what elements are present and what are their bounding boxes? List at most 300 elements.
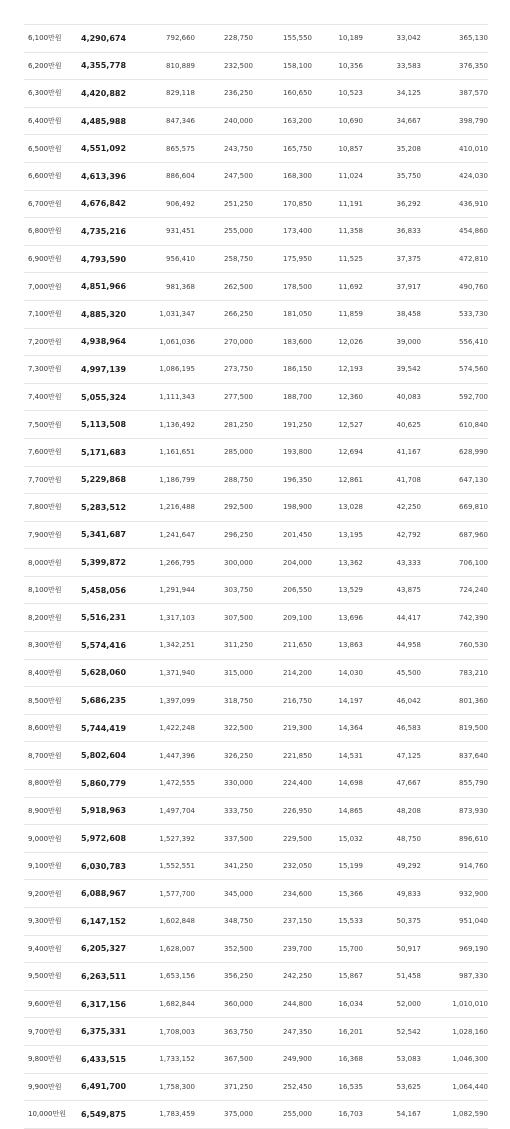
monthly-net-pay-cell: 4,355,778	[81, 52, 131, 80]
monthly-net-pay-cell: 5,972,608	[81, 825, 131, 853]
table-row	[24, 742, 488, 770]
income-tax-cell: 906,492	[131, 190, 195, 218]
annual-salary-cell: 7,100만원	[24, 300, 81, 328]
annual-salary-cell: 8,200만원	[24, 604, 81, 632]
table-row	[24, 162, 488, 190]
monthly-net-pay-cell: 5,628,060	[81, 659, 131, 687]
employment-insurance-cell: 39,000	[363, 328, 421, 356]
table-row	[24, 107, 488, 135]
annual-salary-cell: 7,800만원	[24, 494, 81, 522]
national-pension-cell: 311,250	[195, 632, 253, 660]
long-term-care-cell: 11,358	[312, 218, 363, 246]
annual-salary-cell: 8,100만원	[24, 576, 81, 604]
employment-insurance-cell: 47,125	[363, 742, 421, 770]
local-income-tax-cell: 896,610	[421, 825, 488, 853]
employment-insurance-cell: 53,083	[363, 1045, 421, 1073]
table-row	[24, 963, 488, 991]
monthly-net-pay-cell: 5,574,416	[81, 632, 131, 660]
table-row	[24, 135, 488, 163]
long-term-care-cell: 14,364	[312, 714, 363, 742]
annual-salary-cell: 8,400만원	[24, 659, 81, 687]
national-pension-cell: 303,750	[195, 576, 253, 604]
long-term-care-cell: 15,199	[312, 852, 363, 880]
national-pension-cell: 292,500	[195, 494, 253, 522]
income-tax-cell: 1,758,300	[131, 1073, 195, 1101]
local-income-tax-cell: 855,790	[421, 770, 488, 798]
annual-salary-cell: 9,300만원	[24, 908, 81, 936]
monthly-net-pay-cell: 6,317,156	[81, 990, 131, 1018]
monthly-net-pay-cell: 5,283,512	[81, 494, 131, 522]
employment-insurance-cell: 40,083	[363, 383, 421, 411]
local-income-tax-cell: 873,930	[421, 797, 488, 825]
annual-salary-cell: 7,300만원	[24, 356, 81, 384]
employment-insurance-cell: 36,292	[363, 190, 421, 218]
table-row	[24, 770, 488, 798]
monthly-net-pay-cell: 5,055,324	[81, 383, 131, 411]
long-term-care-cell: 14,865	[312, 797, 363, 825]
national-pension-cell: 318,750	[195, 687, 253, 715]
local-income-tax-cell: 951,040	[421, 908, 488, 936]
long-term-care-cell: 12,193	[312, 356, 363, 384]
local-income-tax-cell: 398,790	[421, 107, 488, 135]
long-term-care-cell: 13,696	[312, 604, 363, 632]
income-tax-cell: 1,136,492	[131, 411, 195, 439]
local-income-tax-cell: 1,046,300	[421, 1045, 488, 1073]
monthly-net-pay-cell: 5,516,231	[81, 604, 131, 632]
national-pension-cell: 341,250	[195, 852, 253, 880]
employment-insurance-cell: 45,500	[363, 659, 421, 687]
table-row	[24, 1018, 488, 1046]
employment-insurance-cell: 49,833	[363, 880, 421, 908]
income-tax-cell: 847,346	[131, 107, 195, 135]
employment-insurance-cell: 40,625	[363, 411, 421, 439]
monthly-net-pay-cell: 4,938,964	[81, 328, 131, 356]
local-income-tax-cell: 783,210	[421, 659, 488, 687]
health-insurance-cell: 255,000	[253, 1101, 312, 1129]
national-pension-cell: 281,250	[195, 411, 253, 439]
table-row	[24, 438, 488, 466]
national-pension-cell: 371,250	[195, 1073, 253, 1101]
annual-salary-cell: 9,500만원	[24, 963, 81, 991]
national-pension-cell: 255,000	[195, 218, 253, 246]
national-pension-cell: 277,500	[195, 383, 253, 411]
employment-insurance-cell: 47,667	[363, 770, 421, 798]
health-insurance-cell: 188,700	[253, 383, 312, 411]
employment-insurance-cell: 35,750	[363, 162, 421, 190]
health-insurance-cell: 163,200	[253, 107, 312, 135]
national-pension-cell: 307,500	[195, 604, 253, 632]
income-tax-cell: 1,602,848	[131, 908, 195, 936]
monthly-net-pay-cell: 4,290,674	[81, 25, 131, 53]
long-term-care-cell: 12,360	[312, 383, 363, 411]
income-tax-cell: 1,577,700	[131, 880, 195, 908]
monthly-net-pay-cell: 5,113,508	[81, 411, 131, 439]
health-insurance-cell: 249,900	[253, 1045, 312, 1073]
national-pension-cell: 251,250	[195, 190, 253, 218]
local-income-tax-cell: 724,240	[421, 576, 488, 604]
income-tax-cell: 829,118	[131, 80, 195, 108]
long-term-care-cell: 10,189	[312, 25, 363, 53]
national-pension-cell: 285,000	[195, 438, 253, 466]
income-tax-cell: 1,086,195	[131, 356, 195, 384]
annual-salary-cell: 7,400만원	[24, 383, 81, 411]
national-pension-cell: 270,000	[195, 328, 253, 356]
long-term-care-cell: 11,525	[312, 245, 363, 273]
local-income-tax-cell: 987,330	[421, 963, 488, 991]
local-income-tax-cell: 610,840	[421, 411, 488, 439]
income-tax-cell: 886,604	[131, 162, 195, 190]
monthly-net-pay-cell: 6,205,327	[81, 935, 131, 963]
long-term-care-cell: 16,201	[312, 1018, 363, 1046]
table-row	[24, 328, 488, 356]
national-pension-cell: 288,750	[195, 466, 253, 494]
national-pension-cell: 337,500	[195, 825, 253, 853]
national-pension-cell: 296,250	[195, 521, 253, 549]
employment-insurance-cell: 53,625	[363, 1073, 421, 1101]
local-income-tax-cell: 436,910	[421, 190, 488, 218]
long-term-care-cell: 13,362	[312, 549, 363, 577]
table-row	[24, 852, 488, 880]
national-pension-cell: 326,250	[195, 742, 253, 770]
income-tax-cell: 810,889	[131, 52, 195, 80]
table-row	[24, 825, 488, 853]
annual-salary-cell: 8,700만원	[24, 742, 81, 770]
local-income-tax-cell: 1,064,440	[421, 1073, 488, 1101]
salary-table	[24, 24, 488, 1129]
income-tax-cell: 1,291,944	[131, 576, 195, 604]
long-term-care-cell: 15,366	[312, 880, 363, 908]
income-tax-cell: 1,653,156	[131, 963, 195, 991]
table-row	[24, 632, 488, 660]
monthly-net-pay-cell: 4,420,882	[81, 80, 131, 108]
health-insurance-cell: 204,000	[253, 549, 312, 577]
employment-insurance-cell: 33,042	[363, 25, 421, 53]
annual-salary-cell: 10,000만원	[24, 1101, 81, 1129]
local-income-tax-cell: 837,640	[421, 742, 488, 770]
table-row	[24, 411, 488, 439]
local-income-tax-cell: 669,810	[421, 494, 488, 522]
income-tax-cell: 1,317,103	[131, 604, 195, 632]
national-pension-cell: 315,000	[195, 659, 253, 687]
national-pension-cell: 243,750	[195, 135, 253, 163]
health-insurance-cell: 224,400	[253, 770, 312, 798]
local-income-tax-cell: 365,130	[421, 25, 488, 53]
income-tax-cell: 1,397,099	[131, 687, 195, 715]
table-row	[24, 273, 488, 301]
health-insurance-cell: 168,300	[253, 162, 312, 190]
annual-salary-cell: 7,500만원	[24, 411, 81, 439]
income-tax-cell: 1,733,152	[131, 1045, 195, 1073]
health-insurance-cell: 206,550	[253, 576, 312, 604]
income-tax-cell: 1,783,459	[131, 1101, 195, 1129]
national-pension-cell: 333,750	[195, 797, 253, 825]
table-row	[24, 687, 488, 715]
health-insurance-cell: 226,950	[253, 797, 312, 825]
table-row	[24, 300, 488, 328]
local-income-tax-cell: 490,760	[421, 273, 488, 301]
income-tax-cell: 865,575	[131, 135, 195, 163]
income-tax-cell: 1,266,795	[131, 549, 195, 577]
income-tax-cell: 981,368	[131, 273, 195, 301]
health-insurance-cell: 232,050	[253, 852, 312, 880]
monthly-net-pay-cell: 6,030,783	[81, 852, 131, 880]
income-tax-cell: 1,031,347	[131, 300, 195, 328]
national-pension-cell: 352,500	[195, 935, 253, 963]
monthly-net-pay-cell: 5,744,419	[81, 714, 131, 742]
health-insurance-cell: 193,800	[253, 438, 312, 466]
annual-salary-cell: 7,700만원	[24, 466, 81, 494]
income-tax-cell: 1,708,003	[131, 1018, 195, 1046]
annual-salary-cell: 6,200만원	[24, 52, 81, 80]
long-term-care-cell: 14,531	[312, 742, 363, 770]
monthly-net-pay-cell: 5,341,687	[81, 521, 131, 549]
monthly-net-pay-cell: 6,263,511	[81, 963, 131, 991]
monthly-net-pay-cell: 4,613,396	[81, 162, 131, 190]
health-insurance-cell: 244,800	[253, 990, 312, 1018]
health-insurance-cell: 247,350	[253, 1018, 312, 1046]
employment-insurance-cell: 46,042	[363, 687, 421, 715]
national-pension-cell: 363,750	[195, 1018, 253, 1046]
health-insurance-cell: 183,600	[253, 328, 312, 356]
health-insurance-cell: 229,500	[253, 825, 312, 853]
employment-insurance-cell: 42,792	[363, 521, 421, 549]
long-term-care-cell: 14,030	[312, 659, 363, 687]
monthly-net-pay-cell: 6,549,875	[81, 1101, 131, 1129]
health-insurance-cell: 239,700	[253, 935, 312, 963]
local-income-tax-cell: 410,010	[421, 135, 488, 163]
table-row	[24, 935, 488, 963]
income-tax-cell: 956,410	[131, 245, 195, 273]
health-insurance-cell: 209,100	[253, 604, 312, 632]
health-insurance-cell: 181,050	[253, 300, 312, 328]
health-insurance-cell: 165,750	[253, 135, 312, 163]
employment-insurance-cell: 34,125	[363, 80, 421, 108]
table-row	[24, 659, 488, 687]
employment-insurance-cell: 42,250	[363, 494, 421, 522]
income-tax-cell: 1,497,704	[131, 797, 195, 825]
annual-salary-cell: 6,500만원	[24, 135, 81, 163]
monthly-net-pay-cell: 4,676,842	[81, 190, 131, 218]
local-income-tax-cell: 454,860	[421, 218, 488, 246]
annual-salary-cell: 9,800만원	[24, 1045, 81, 1073]
employment-insurance-cell: 37,375	[363, 245, 421, 273]
health-insurance-cell: 201,450	[253, 521, 312, 549]
national-pension-cell: 330,000	[195, 770, 253, 798]
health-insurance-cell: 173,400	[253, 218, 312, 246]
local-income-tax-cell: 1,028,160	[421, 1018, 488, 1046]
annual-salary-cell: 6,700만원	[24, 190, 81, 218]
health-insurance-cell: 186,150	[253, 356, 312, 384]
long-term-care-cell: 15,867	[312, 963, 363, 991]
monthly-net-pay-cell: 4,485,988	[81, 107, 131, 135]
monthly-net-pay-cell: 5,686,235	[81, 687, 131, 715]
income-tax-cell: 1,682,844	[131, 990, 195, 1018]
monthly-net-pay-cell: 6,147,152	[81, 908, 131, 936]
local-income-tax-cell: 424,030	[421, 162, 488, 190]
local-income-tax-cell: 819,500	[421, 714, 488, 742]
employment-insurance-cell: 44,958	[363, 632, 421, 660]
employment-insurance-cell: 49,292	[363, 852, 421, 880]
local-income-tax-cell: 556,410	[421, 328, 488, 356]
income-tax-cell: 1,628,007	[131, 935, 195, 963]
national-pension-cell: 360,000	[195, 990, 253, 1018]
annual-salary-cell: 6,400만원	[24, 107, 81, 135]
local-income-tax-cell: 932,900	[421, 880, 488, 908]
table-row	[24, 1045, 488, 1073]
national-pension-cell: 367,500	[195, 1045, 253, 1073]
employment-insurance-cell: 43,875	[363, 576, 421, 604]
annual-salary-cell: 8,800만원	[24, 770, 81, 798]
health-insurance-cell: 237,150	[253, 908, 312, 936]
national-pension-cell: 375,000	[195, 1101, 253, 1129]
table-row	[24, 880, 488, 908]
table-row	[24, 383, 488, 411]
table-row	[24, 466, 488, 494]
monthly-net-pay-cell: 5,399,872	[81, 549, 131, 577]
table-row	[24, 576, 488, 604]
employment-insurance-cell: 34,667	[363, 107, 421, 135]
employment-insurance-cell: 51,458	[363, 963, 421, 991]
annual-salary-cell: 9,100만원	[24, 852, 81, 880]
income-tax-cell: 1,061,036	[131, 328, 195, 356]
long-term-care-cell: 13,028	[312, 494, 363, 522]
monthly-net-pay-cell: 4,793,590	[81, 245, 131, 273]
table-row	[24, 190, 488, 218]
long-term-care-cell: 12,026	[312, 328, 363, 356]
table-row	[24, 604, 488, 632]
table-row	[24, 549, 488, 577]
monthly-net-pay-cell: 6,375,331	[81, 1018, 131, 1046]
national-pension-cell: 322,500	[195, 714, 253, 742]
local-income-tax-cell: 760,530	[421, 632, 488, 660]
long-term-care-cell: 12,861	[312, 466, 363, 494]
health-insurance-cell: 219,300	[253, 714, 312, 742]
annual-salary-cell: 6,600만원	[24, 162, 81, 190]
monthly-net-pay-cell: 4,885,320	[81, 300, 131, 328]
income-tax-cell: 1,216,488	[131, 494, 195, 522]
health-insurance-cell: 252,450	[253, 1073, 312, 1101]
income-tax-cell: 931,451	[131, 218, 195, 246]
local-income-tax-cell: 706,100	[421, 549, 488, 577]
annual-salary-cell: 7,200만원	[24, 328, 81, 356]
employment-insurance-cell: 41,708	[363, 466, 421, 494]
long-term-care-cell: 12,694	[312, 438, 363, 466]
annual-salary-cell: 8,900만원	[24, 797, 81, 825]
table-row	[24, 714, 488, 742]
annual-salary-cell: 9,700만원	[24, 1018, 81, 1046]
local-income-tax-cell: 801,360	[421, 687, 488, 715]
national-pension-cell: 228,750	[195, 25, 253, 53]
income-tax-cell: 1,342,251	[131, 632, 195, 660]
local-income-tax-cell: 574,560	[421, 356, 488, 384]
annual-salary-cell: 9,200만원	[24, 880, 81, 908]
employment-insurance-cell: 39,542	[363, 356, 421, 384]
long-term-care-cell: 16,034	[312, 990, 363, 1018]
local-income-tax-cell: 472,810	[421, 245, 488, 273]
national-pension-cell: 236,250	[195, 80, 253, 108]
employment-insurance-cell: 36,833	[363, 218, 421, 246]
long-term-care-cell: 16,535	[312, 1073, 363, 1101]
health-insurance-cell: 242,250	[253, 963, 312, 991]
employment-insurance-cell: 44,417	[363, 604, 421, 632]
annual-salary-cell: 6,800만원	[24, 218, 81, 246]
long-term-care-cell: 14,698	[312, 770, 363, 798]
table-row	[24, 797, 488, 825]
employment-insurance-cell: 43,333	[363, 549, 421, 577]
table-row	[24, 52, 488, 80]
employment-insurance-cell: 52,000	[363, 990, 421, 1018]
long-term-care-cell: 13,863	[312, 632, 363, 660]
employment-insurance-cell: 48,208	[363, 797, 421, 825]
employment-insurance-cell: 38,458	[363, 300, 421, 328]
table-row	[24, 494, 488, 522]
table-row	[24, 356, 488, 384]
employment-insurance-cell: 50,917	[363, 935, 421, 963]
annual-salary-cell: 9,000만원	[24, 825, 81, 853]
annual-salary-cell: 8,600만원	[24, 714, 81, 742]
national-pension-cell: 345,000	[195, 880, 253, 908]
employment-insurance-cell: 52,542	[363, 1018, 421, 1046]
annual-salary-cell: 7,900만원	[24, 521, 81, 549]
long-term-care-cell: 10,857	[312, 135, 363, 163]
national-pension-cell: 258,750	[195, 245, 253, 273]
health-insurance-cell: 155,550	[253, 25, 312, 53]
salary-table-container	[24, 24, 488, 1129]
income-tax-cell: 1,241,647	[131, 521, 195, 549]
monthly-net-pay-cell: 5,918,963	[81, 797, 131, 825]
health-insurance-cell: 198,900	[253, 494, 312, 522]
monthly-net-pay-cell: 5,171,683	[81, 438, 131, 466]
annual-salary-cell: 6,100만원	[24, 25, 81, 53]
national-pension-cell: 266,250	[195, 300, 253, 328]
table-row	[24, 990, 488, 1018]
annual-salary-cell: 7,600만원	[24, 438, 81, 466]
long-term-care-cell: 14,197	[312, 687, 363, 715]
income-tax-cell: 1,472,555	[131, 770, 195, 798]
income-tax-cell: 1,422,248	[131, 714, 195, 742]
annual-salary-cell: 6,900만원	[24, 245, 81, 273]
monthly-net-pay-cell: 4,997,139	[81, 356, 131, 384]
health-insurance-cell: 170,850	[253, 190, 312, 218]
income-tax-cell: 1,527,392	[131, 825, 195, 853]
local-income-tax-cell: 533,730	[421, 300, 488, 328]
income-tax-cell: 1,161,651	[131, 438, 195, 466]
national-pension-cell: 356,250	[195, 963, 253, 991]
national-pension-cell: 300,000	[195, 549, 253, 577]
employment-insurance-cell: 54,167	[363, 1101, 421, 1129]
health-insurance-cell: 214,200	[253, 659, 312, 687]
employment-insurance-cell: 46,583	[363, 714, 421, 742]
national-pension-cell: 240,000	[195, 107, 253, 135]
health-insurance-cell: 234,600	[253, 880, 312, 908]
employment-insurance-cell: 37,917	[363, 273, 421, 301]
long-term-care-cell: 11,191	[312, 190, 363, 218]
local-income-tax-cell: 628,990	[421, 438, 488, 466]
health-insurance-cell: 160,650	[253, 80, 312, 108]
table-row	[24, 25, 488, 53]
national-pension-cell: 232,500	[195, 52, 253, 80]
annual-salary-cell: 9,400만원	[24, 935, 81, 963]
annual-salary-cell: 9,900만원	[24, 1073, 81, 1101]
table-row	[24, 245, 488, 273]
income-tax-cell: 1,186,799	[131, 466, 195, 494]
table-row	[24, 908, 488, 936]
long-term-care-cell: 15,533	[312, 908, 363, 936]
national-pension-cell: 348,750	[195, 908, 253, 936]
table-row	[24, 80, 488, 108]
long-term-care-cell: 11,692	[312, 273, 363, 301]
employment-insurance-cell: 48,750	[363, 825, 421, 853]
